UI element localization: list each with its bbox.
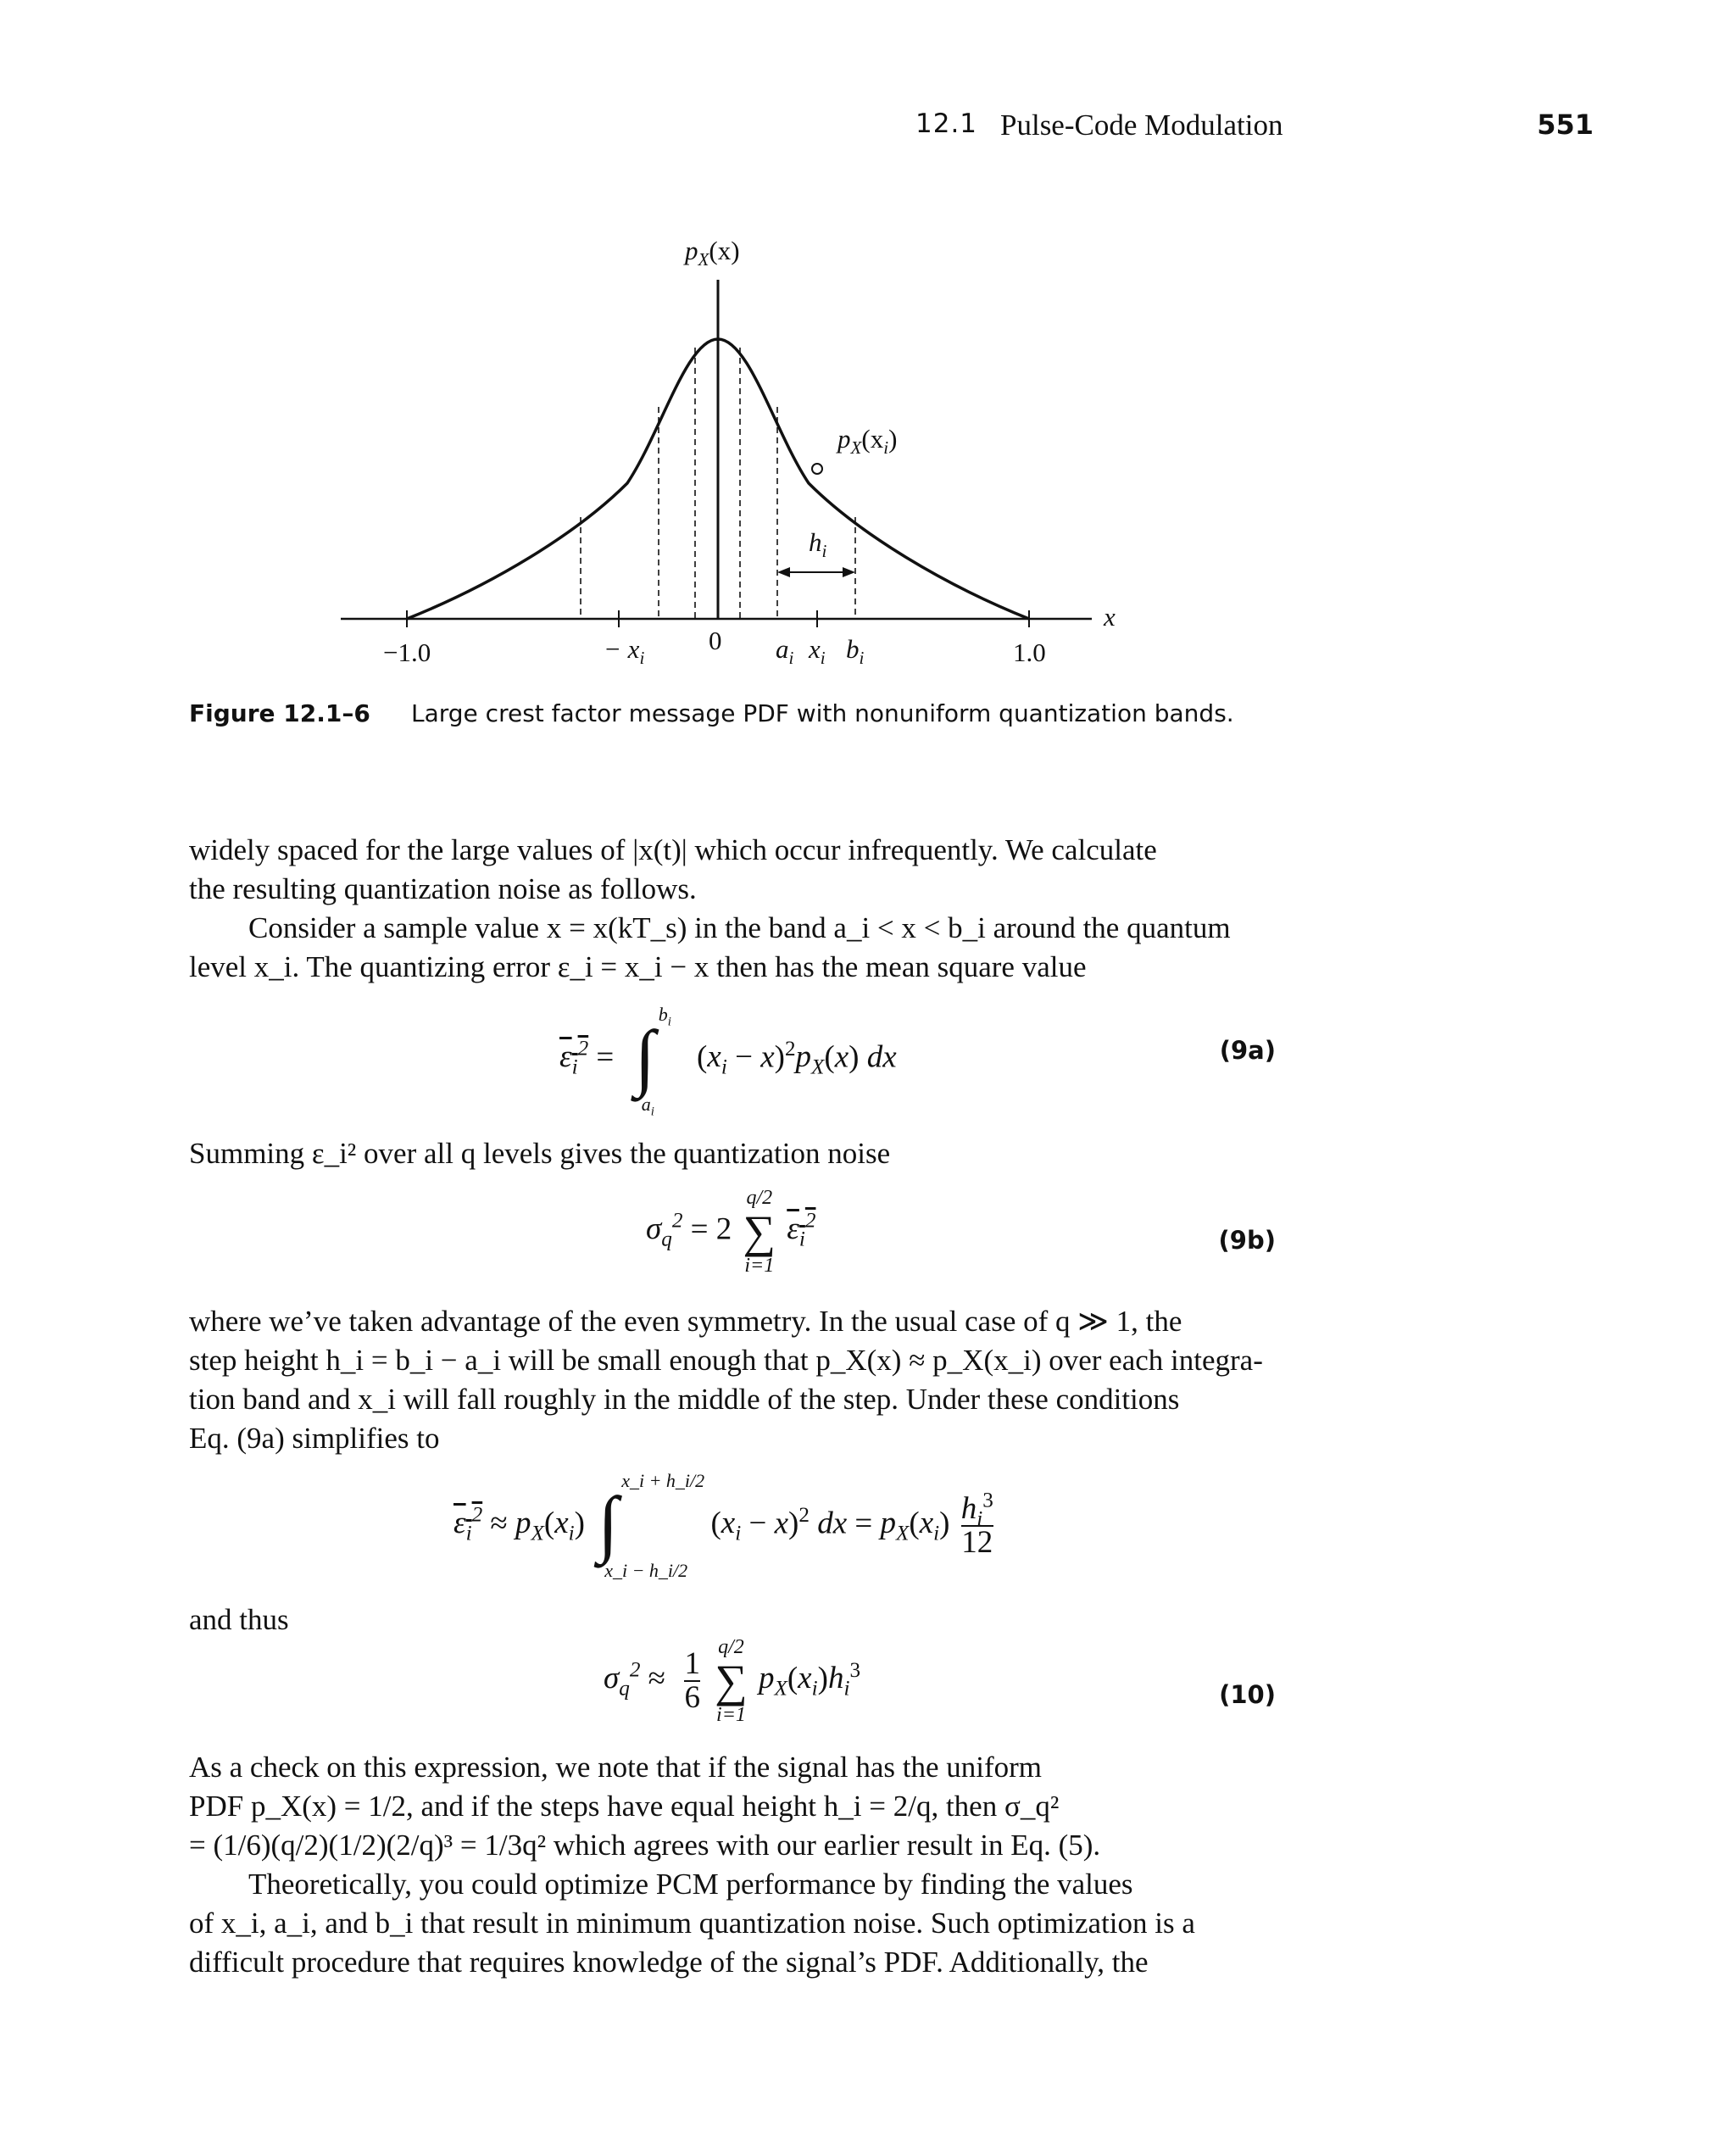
- p7-line-2: of x_i, a_i, and b_i that result in minimum quantization noise. Such optimization is a: [189, 1907, 1195, 1940]
- arrow-head-left: [777, 567, 790, 577]
- caption-number: Figure 12.1–6: [189, 699, 370, 727]
- tick-label-neg-one: −1.0: [383, 637, 431, 667]
- p6-line-3: = (1/6)(q/2)(1/2)(2/q)³ = 1/3q² which agrees with our earlier result in Eq. (5).: [189, 1829, 1101, 1862]
- equation-9a-number: (9a): [1219, 1036, 1276, 1065]
- p4-line-3: tion band and x_i will fall roughly in the middle of the step. Under these conditions: [189, 1383, 1180, 1416]
- tick-label-one: 1.0: [1013, 637, 1046, 667]
- tick-label-zero: 0: [709, 626, 722, 655]
- fraction-approx: $\frac{h_i^3}{12}$: [960, 1489, 993, 1560]
- equation-10: $\sigma_q^2$ ≈ $\frac{1}{6}$ q/2 ∑ i=1 $p_X(x_i)h_i^3$: [604, 1636, 861, 1726]
- sum-10: q/2 ∑ i=1: [715, 1636, 748, 1726]
- step-height-label: $h_i$: [809, 527, 827, 562]
- y-axis-label: $p_X(x)$: [685, 236, 740, 270]
- page-number: 551: [1537, 109, 1594, 141]
- p1-line-2: the resulting quantization noise as follows.: [189, 872, 697, 905]
- section-title: Pulse-Code Modulation: [1000, 109, 1283, 142]
- integral-approx: ∫ x_i + h_i/2 x_i − h_i/2: [598, 1470, 705, 1581]
- equation-approx: $\varepsilon_i^2 \approx p_X(x_i)$ ∫ x_i + h_i/2 x_i − h_i/2 $(x_i - x)^2$ dx = $p_X(x_i)$ $\frac{h_i^3}{12}$: [453, 1470, 993, 1581]
- running-header: [915, 109, 1594, 149]
- paragraph-1: [189, 831, 1278, 987]
- equation-9b: $\sigma_q^2 = 2$ q/2 ∑ i=1 $\varepsilon_i^2$: [646, 1187, 816, 1277]
- p2-line-2: level x_i. The quantizing error ε_i = x_i − x then has the mean square value: [189, 950, 1087, 983]
- tick-label-ai: $a_i$: [776, 634, 794, 669]
- fraction-10: $\frac{1}{6}$: [684, 1646, 700, 1715]
- p4-line-1: where we’ve taken advantage of the even symmetry. In the usual case of q ≫ 1, the: [189, 1305, 1182, 1338]
- p1-line-1: widely spaced for the large values of |x(t)| which occur infrequently. We calculate: [189, 833, 1157, 866]
- p5-line-1: and thus: [189, 1603, 289, 1636]
- equation-9a: $\varepsilon_i^2$ = ∫ $b_i$ $a_i$ $(x_i - x)^2p_X(x)$ dx: [559, 1004, 897, 1119]
- p4-line-4: Eq. (9a) simplifies to: [189, 1422, 440, 1455]
- p6-line-2: PDF p_X(x) = 1/2, and if the steps have equal height h_i = 2/q, then σ_q²: [189, 1790, 1060, 1823]
- p7-line-3: difficult procedure that requires knowledge of the signal’s PDF. Additionally, the: [189, 1946, 1149, 1979]
- paragraph-6: [189, 1748, 1278, 1982]
- equation-10-number: (10): [1219, 1680, 1276, 1709]
- integral-9a: ∫ $b_i$ $a_i$: [634, 1004, 671, 1119]
- p4-line-2: step height h_i = b_i − a_i will be small enough that p_X(x) ≈ p_X(x_i) over each integra-: [189, 1344, 1263, 1377]
- p7-line-1: Theoretically, you could optimize PCM performance by finding the values: [248, 1868, 1133, 1901]
- p6-line-1: As a check on this expression, we note that if the signal has the uniform: [189, 1751, 1043, 1784]
- x-axis-label: x: [1104, 602, 1116, 632]
- arrow-head-right: [843, 567, 855, 577]
- pdf-figure-svg: [322, 229, 1153, 678]
- tick-label-neg-xi: − $x_i$: [604, 634, 645, 669]
- p2-line-1: Consider a sample value x = x(kT_s) in the band a_i < x < b_i around the quantum: [248, 911, 1231, 944]
- curve-point-label: $p_X(x_i)$: [837, 424, 898, 459]
- tick-label-xi: $x_i$: [809, 634, 826, 669]
- p3-line-1: Summing ε_i² over all q levels gives the quantization noise: [189, 1137, 891, 1170]
- curve-point-marker: [812, 464, 822, 474]
- paragraph-3: [189, 1134, 1278, 1173]
- paragraph-4: [189, 1302, 1278, 1458]
- caption-text: Large crest factor message PDF with nonuniform quantization bands.: [411, 699, 1234, 727]
- sum-9b: q/2 ∑ i=1: [743, 1187, 776, 1277]
- figure-caption: [189, 699, 1613, 737]
- tick-label-bi: $b_i$: [846, 634, 865, 669]
- pdf-figure: [322, 229, 1153, 678]
- equation-9b-number: (9b): [1218, 1226, 1276, 1255]
- section-number: 12.1: [915, 109, 978, 139]
- paragraph-5: [189, 1601, 1278, 1640]
